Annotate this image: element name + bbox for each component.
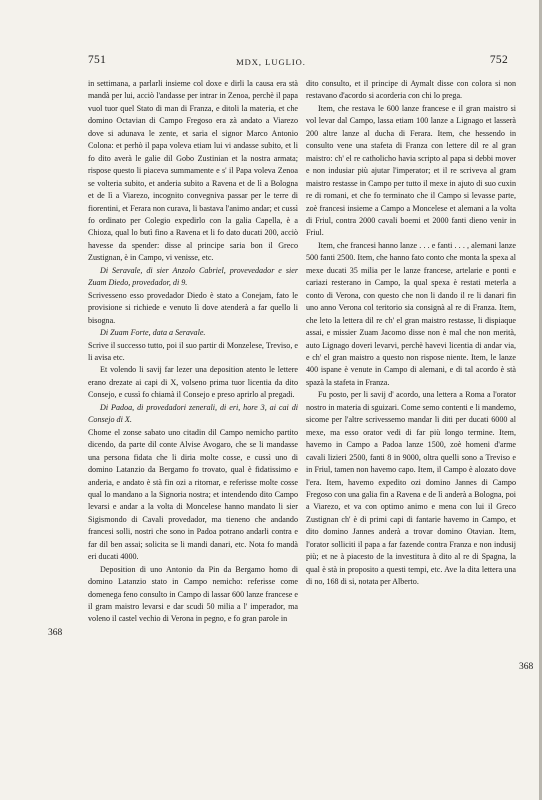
running-header: MDX, LUGLIO. bbox=[236, 57, 306, 67]
right-text-column bbox=[306, 78, 516, 589]
right-page-number: 752 bbox=[489, 54, 508, 66]
paragraph: Item, che restava le 600 lanze francese e il gran maistro si vol levar dal Campo, lassa etiam 100 lanze a Lignago et lasserà 200 altre lanze al ducha di Ferara. Item, che hessendo in consulto vene una stafeta di Franza con lettere dil re al gran maistro: ch' el re catholicho havia scripto al papa si debbi mover e non indusiar più ajutar l'imperator; et il re scriveva al gram maistro restasse in Campo per tutto il mexe in ajuto di suo cuxin re di romani, et che fo terminato che il Campo si levasse parte, zoè francesi insieme a Campo a Moncelese et alemani a la volta di Friul, contra 2000 cavali boemi et 2000 fanti dieno venir in Friul. bbox=[306, 103, 516, 238]
paragraph: Chome el zonse sabato uno citadin dil Campo nemicho partito dicendo, da parte dil conte Alvise Avogaro, che se li mandasse una persona fidata che li diria molte cosse, e cussì uno di domino Latanzio da Bergamo fo trovato, qual è fidatissimo e anderia, e andato è stà fin ozi a ritornar, e referisse molte cosse qual lo mandano a la Signoria nostra; et intendendo dito Campo levarsi e andar a la volta di Moncelese hanno mandato li sier Sigismondo di Cavali provedador, ma tieneno che andando francesi solli, nostri che sono in Padoa potrano andarli contra e far dil ben assai; solicita se li mandi danari, etc. Nota fo mandà eri ducati 4000. bbox=[88, 427, 298, 562]
paragraph: Item, che francesi hanno lanze . . . e fanti . . . , alemani lanze 500 fanti 2500. Item, che hanno fato conto che monta la spexa al mexe ducati 35 milia per le lanze francese, artelarie e ponti e cariazi resterano in Campo, la qual spexa è restati meterla a conto di Verona, con questo che non li dando il re li danari fin uno anno Verona col teritorio sia consignà al re di Franza. Item, che leto la lettera dil re ch' el gran maistro restasse, li dispiaque assai, e missier Zuam Jacomo disse non è mal che non merità, auto Lignago doveri levarvi, perchè havevi licentia di andar via, e ch' el gran maistro a questo non rispose niente. Item, le lanze 400 ispane è venute in Campo di alemani, e di tal acordo è stà spazà la stafeta in Franza. bbox=[306, 240, 516, 387]
left-page-number: 751 bbox=[88, 54, 107, 66]
paragraph: Scrivesseno esso provedador Diedo è stato a Conejam, fato le provisione si richiede e venuto lì dove atenderà a far quello li bisogna. bbox=[88, 290, 298, 325]
paragraph: Scrive il successo tutto, poi il suo partir di Monzelese, Treviso, e li avisa etc. bbox=[88, 340, 298, 362]
paragraph: Et volendo li savij far lezer una deposition atento le lettere erano drezate ai capi di X, volseno prima tuor licentia da dito Consejo, e cussì fo chiamà il Consejo e preso aprirlo al pregadi. bbox=[88, 365, 298, 400]
paragraph: dito consulto, et il principe di Aymalt disse con colora si non restavano d'acordo si acorderia con chi lo prega. bbox=[306, 79, 516, 101]
right-margin-number: 368 bbox=[519, 662, 534, 672]
paragraph: Fu posto, per li savij d' acordo, una lettera a Roma a l'orator nostro in materia di sguizari. Come semo contenti e li mandemo, sicome per l'altre scrivessemo mandar li diti per ducati 6000 al mexe, ma esso orator vedi di far più longo termine. Item, havemo in Campo a Padoa lanze 1500, zoè homeni d'arme cavali lizieri 2500, fanti 8 in 9000, oltra quelli sono a Treviso e in Friul, tamen non havemo capo. Item, il Campo è alozato dove l'era. Item, havemo expedito ozi domino Jannes di Campo Fregoso con una galia fin a Ravena e de lì anderà a Bologna, poi a Viarezo, et va con optimo animo e mena con lui il Greco Zustignan ch' è di primi capi di fantarie havemo in Campo, et dito domino Jannes anderà a trovar domino Otavian. Item, l'orator solliciti il papa a far fazende contra Franza e non indusij più; et ne à piacesto de la investitura à dito al re di Spagna, la qual è stà in proposito a questi tempi, etc. Ave la dita lettera una di no, 168 di si, notata per Alberto. bbox=[306, 390, 516, 587]
paragraph: Deposition di uno Antonio da Pin da Bergamo homo di domino Latanzio stato in Campo nemicho: referisse come domenega feno consulto in Campo di lassar 600 lanze francese e il gram maistro levarsi e dar scudi 50 milia a l' imperador, ma voleno il castel vechio di Verona in pegno, e fo gran parole in bbox=[88, 564, 298, 624]
left-text-column bbox=[88, 78, 298, 626]
dispatch-heading: Di Zuam Forte, data a Seravale. bbox=[100, 328, 206, 338]
left-margin-number: 368 bbox=[48, 628, 63, 638]
dispatch-heading: Di Padoa, di provedadori zenerali, di eri, hore 3, ai cai di Consejo di X. bbox=[88, 402, 298, 425]
dispatch-heading: Di Seravale, di sier Anzolo Cabriel, provevedador e sier Zuam Diedo, provedador, di 9. bbox=[88, 265, 298, 288]
paragraph: in settimana, a parlarli insieme col doxe e dirli la causa era stà mandà per lui, acciò l'andasse per intrar in Zenoa, perchè il papa vuol tuor quel Stato di man di Franza, e ditoli la materia, et che domino Octavian di Campo Fregoso era zà andato a Viarezo dove si adunava le zente, et saria el signor Marco Antonio Colona: et perhò il papa voleva etiam lui vi andasse subito, et li fo dito averà le galie dil Gobo Zustinian et la nostra armata; rispose questo li piaceva summamente e s' il Papa voleva Zenoa se volteria subito, et anderia subito a Ravena et de lì a Bologna et de lì a Viarezo, incognito convegniva passar per le terre di fiorentini, et Ferara non curava, li bastava l'animo andar; et cussì fo ordinato per Colegio expedirlo con la galia Capella, è a Chioza, qual lo butì fino a Ravena et li fo dato ducati 200, acciò havesse da spender: disse al principe saria bon il Greco Zustignan, è in Campo, vi venisse, etc. bbox=[88, 79, 298, 263]
